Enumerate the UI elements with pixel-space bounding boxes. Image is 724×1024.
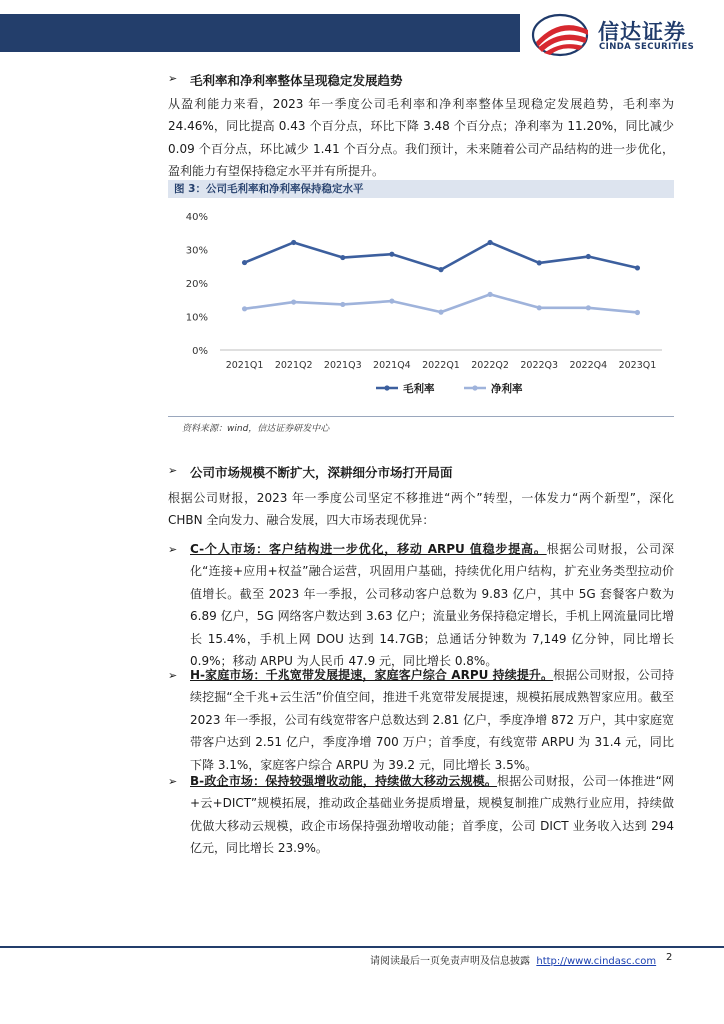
logo-text-cn: 信达证券	[598, 20, 686, 44]
data-point	[438, 310, 443, 315]
footer-disclaimer	[370, 952, 656, 967]
figure-source: 资料来源：wind，信达证券研发中心	[182, 424, 330, 434]
x-tick-label: 2022Q1	[422, 360, 460, 371]
data-point	[586, 254, 591, 259]
legend-marker	[472, 385, 477, 390]
bullet-text: 根据公司财报，公司一体推进“网+云+DICT”规模拓展，推动政企基础业务提质增量，规模复制推广成熟行业应用，持续做优做大移动云规模，政企市场保持强劲增收动能；首季度，公司 DICT 业务收入达到 294 亿元，同比增长 23.9%。	[190, 774, 674, 856]
data-point	[291, 240, 296, 245]
x-tick-label: 2023Q1	[618, 360, 657, 371]
x-tick-label: 2021Q1	[225, 360, 264, 371]
x-tick-label: 2021Q4	[373, 360, 411, 371]
data-point	[488, 240, 493, 245]
x-tick-label: 2021Q3	[323, 360, 362, 371]
bullet-text: 根据公司财报，公司持续挖掘“全千兆+云生活”价值空间，推进千兆宽带发展提速，规模拓展成熟智家应用。截至 2023 年一季报，公司有线宽带客户总数达到 2.81 亿户，季度净增 872 万户，其中家庭宽带客户达到 2.51 亿户，季度净增 700 万户；首季度，有线宽带 ARPU 为 31.4 元，同比下降 3.1%，家庭客户综合 ARPU 为 39.2 元，同比增长 3.5%。	[190, 668, 674, 772]
legend-marker	[384, 385, 389, 390]
legend-label: 净利率	[491, 383, 523, 395]
data-point	[389, 298, 394, 303]
bullet-title: B-政企市场：保持较强增收动能，持续做大移动云规模。	[190, 774, 498, 788]
data-point	[340, 255, 345, 260]
data-point	[242, 306, 247, 311]
logo-text-en: CINDA SECURITIES	[599, 42, 695, 52]
bullet-arrow-icon: ➢	[168, 543, 178, 556]
section-arrow-icon: ➢	[168, 72, 178, 85]
y-tick-label: 40%	[185, 212, 208, 223]
bullet-arrow-icon: ➢	[168, 669, 178, 682]
data-point	[389, 252, 394, 257]
logo-emblem-icon	[530, 12, 592, 58]
section1-paragraph: 从盈利能力来看，2023 年一季度公司毛利率和净利率整体呈现稳定发展趋势，毛利率为 24.46%，同比提高 0.43 个百分点，环比下降 3.48 个百分点；净利率为 11.20%，同比减少 0.09 个百分点，环比减少 1.41 个百分点。我们预计，未来随着公司产品结构的进一步优化，盈利能力有望保持稳定水平并有所提升。	[168, 97, 674, 179]
y-tick-label: 30%	[185, 245, 208, 257]
data-point	[635, 265, 640, 270]
bullet-c-market	[190, 538, 674, 672]
section1-heading: 毛利率和净利率整体呈现稳定发展趋势	[190, 73, 403, 88]
footer-disclaimer-text: 请阅读最后一页免责声明及信息披露	[370, 956, 530, 967]
data-point	[340, 302, 345, 307]
legend-label: 毛利率	[403, 383, 435, 395]
bullet-title: H-家庭市场：千兆宽带发展提速，家庭客户综合 ARPU 持续提升。	[190, 668, 554, 682]
data-point	[438, 267, 443, 272]
figure-bottom-rule	[168, 416, 674, 417]
y-tick-label: 0%	[192, 346, 208, 357]
section2-intro: 根据公司财报，2023 年一季度公司坚定不移推进“两个”转型，一体发力“两个新型”，深化 CHBN 全向发力、融合发展，四大市场表现优异：	[168, 491, 674, 528]
x-tick-label: 2022Q2	[471, 360, 509, 371]
data-point	[537, 305, 542, 310]
figure-caption: 图 3：公司毛利率和净利率保持稳定水平	[168, 180, 674, 198]
data-point	[488, 292, 493, 297]
x-tick-label: 2021Q2	[274, 360, 313, 371]
section-arrow-icon: ➢	[168, 464, 178, 477]
data-point	[537, 260, 542, 265]
y-tick-label: 10%	[185, 312, 208, 324]
y-tick-label: 20%	[185, 279, 208, 290]
section2-heading: 公司市场规模不断扩大，深耕细分市场打开局面	[190, 465, 453, 480]
bullet-h-market	[190, 664, 674, 776]
footer-rule	[0, 946, 724, 948]
company-logo	[530, 12, 720, 58]
series-line-1	[245, 242, 638, 269]
bullet-arrow-icon: ➢	[168, 775, 178, 788]
data-point	[242, 260, 247, 265]
x-tick-label: 2022Q4	[569, 360, 608, 371]
data-point	[586, 305, 591, 310]
x-tick-label: 2022Q3	[520, 360, 559, 371]
data-point	[635, 310, 640, 315]
bullet-b-market	[190, 770, 674, 860]
data-point	[291, 299, 296, 304]
margin-line-chart	[168, 200, 674, 416]
page-number: 2	[666, 952, 673, 963]
header-band	[0, 14, 520, 52]
bullet-title: C-个人市场：客户结构进一步优化，移动 ARPU 值稳步提高。	[190, 542, 547, 556]
footer-website-link[interactable]: http://www.cindasc.com	[536, 956, 657, 967]
bullet-text: 根据公司财报，公司深化“连接+应用+权益”融合运营，巩固用户基础，持续优化用户结构，扩充业务类型拉动价值增长。截至 2023 年一季报，公司移动客户总数为 9.83 亿户，其中 5G 套餐客户数为 6.89 亿户，5G 网络客户数达到 3.63 亿户；流量业务保持稳定增长，手机上网流量同比增长 15.4%，手机上网 DOU 达到 14.7GB；总通话分钟数为 7,149 亿分钟，同比增长 0.9%；移动 ARPU 为人民币 47.9 元，同比增长 0.8%。	[190, 542, 674, 669]
